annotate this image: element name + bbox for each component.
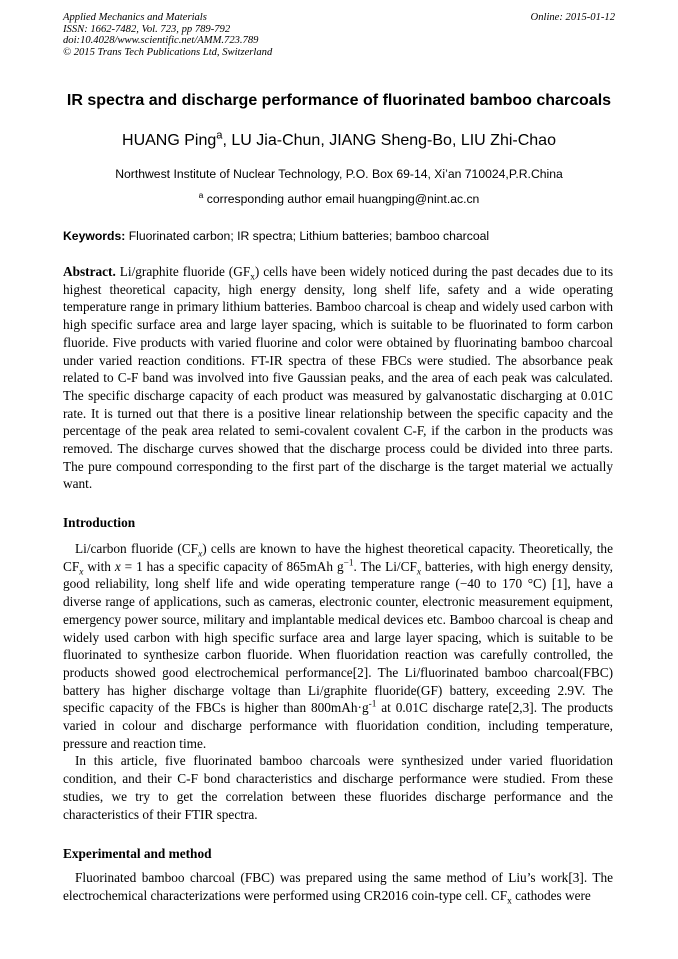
keywords-text: Fluorinated carbon; IR spectra; Lithium batteries; bamboo charcoal bbox=[125, 229, 490, 243]
subscript: x bbox=[198, 549, 203, 560]
journal-header bbox=[63, 12, 272, 58]
keywords-label: Keywords: bbox=[63, 229, 126, 243]
issn: ISSN: 1662-7482, Vol. 723, pp 789-792 bbox=[63, 23, 231, 35]
text: Li/carbon fluoride (CF bbox=[75, 541, 199, 556]
copyright: © 2015 Trans Tech Publications Ltd, Switzerland bbox=[63, 46, 273, 58]
text: cathodes were bbox=[511, 887, 591, 903]
variable: x bbox=[114, 558, 121, 574]
abstract-text: ) cells have been widely noticed during the past decades due to its highest theoretical capacity, high energy density, long shelf life, safety and a wide operating temperature range in primary lithium batteries. Bamboo charcoal is cheap and widely used carbon with high specific surface area and large layer spacing, which is suitable to be fluorinated to form carbon fluoride. Five products with varied fluorine and color were obtained by fluorinating bamboo charcoal under varied reaction conditions. FT-IR spectra of these FBCs were studied. The absorbance peak related to C-F band was involved into five Gaussian peaks, and the area of each peak was calculated. The specific discharge capacity of each product was measured by galvanostatic discharging at 0.01C rate. It is turned out that there is a positive linear relationship between the specific capacity and the percentage of the peak area related to semi-covalent covalent C-F, if the carbon in the products was removed. The discharge curves showed that the discharge process could be divided into three parts. The pure compound corresponding to the first part of the discharge is the target material we actually want. bbox=[63, 264, 613, 492]
abstract-label: Abstract. bbox=[63, 264, 116, 279]
section-heading-experimental: Experimental and method bbox=[63, 846, 212, 861]
text: ) cells are known to have the highest theoretical capacity. Theoretically, the CF bbox=[63, 541, 613, 574]
affiliation: Northwest Institute of Nuclear Technology, P.O. Box 69-14, Xi’an 710024,P.R.China bbox=[115, 167, 563, 181]
paragraph: In this article, five fluorinated bamboo charcoals were synthesized under varied fluoridation condition, and their C-F bond characteristics and discharge performance were studied. From these studies, we try to get the correlation between these fluorides discharge performance and the characteristics of their FTIR spectra. bbox=[63, 753, 613, 822]
paragraph bbox=[63, 869, 613, 907]
superscript: −1 bbox=[343, 558, 354, 569]
text: . The Li/CF bbox=[353, 558, 417, 574]
subscript: x bbox=[79, 567, 84, 578]
corr-mark: a bbox=[198, 189, 204, 200]
online-date: Online: 2015-01-12 bbox=[530, 12, 615, 23]
author-first: HUANG Ping bbox=[122, 132, 217, 149]
keywords bbox=[63, 229, 489, 243]
text: batteries, with high energy density, good reliability, long shelf life and wide operating temperature range (−40 to 170 °C) [1], have a diverse range of applications, such as cameras, electronic counter, electronic measurement equipment, emergency power source, military and implantable medical devices etc. Bamboo charcoal is cheap and widely used carbon with high specific surface area and large layer spacing, which is suitable to be fluorinated to synthesize carbon fluoride. When fluoridation reaction was carefully controlled, the products showed good electrochemical performance[2]. The Li/fluorinated bamboo charcoal(FBC) battery has higher discharge voltage than Li/graphite fluoride(GF) battery, exceeding 2.9V. The specific capacity of the FBCs is higher than 800mAh·g bbox=[63, 558, 613, 716]
abstract bbox=[63, 263, 613, 493]
text: Fluorinated bamboo charcoal (FBC) was prepared using the same method of Liu’s work[3]. The electrochemical characterizations were performed using CR2016 coin-type cell. CF bbox=[63, 870, 613, 903]
doi: doi:10.4028/www.scientific.net/AMM.723.789 bbox=[63, 35, 259, 46]
section-heading-introduction: Introduction bbox=[63, 515, 136, 530]
journal-name: Applied Mechanics and Materials bbox=[63, 12, 207, 23]
paragraph bbox=[63, 540, 613, 752]
subscript: x bbox=[250, 272, 255, 283]
text: with bbox=[83, 558, 115, 574]
subscript: x bbox=[507, 896, 512, 907]
paper-title: IR spectra and discharge performance of fluorinated bamboo charcoals bbox=[66, 92, 612, 109]
author-rest: , LU Jia-Chun, JIANG Sheng-Bo, LIU Zhi-Chao bbox=[222, 132, 556, 149]
text: at 0.01C discharge rate[2,3]. The products varied in colour and discharge performance with fluoridation condition, including temperature, pressure and reaction time. bbox=[63, 700, 613, 751]
corr-text: corresponding author email huangping@nint.ac.cn bbox=[203, 192, 480, 206]
introduction-body bbox=[63, 540, 613, 823]
text: = 1 has a specific capacity of 865mAh g bbox=[120, 558, 344, 574]
author-affil-mark: a bbox=[216, 129, 223, 142]
experimental-body bbox=[63, 869, 613, 907]
subscript: x bbox=[416, 567, 422, 578]
corresponding-author bbox=[0, 189, 678, 206]
authors bbox=[0, 129, 678, 150]
superscript: -1 bbox=[368, 699, 377, 710]
abstract-text: Li/graphite fluoride (GF bbox=[115, 264, 251, 279]
